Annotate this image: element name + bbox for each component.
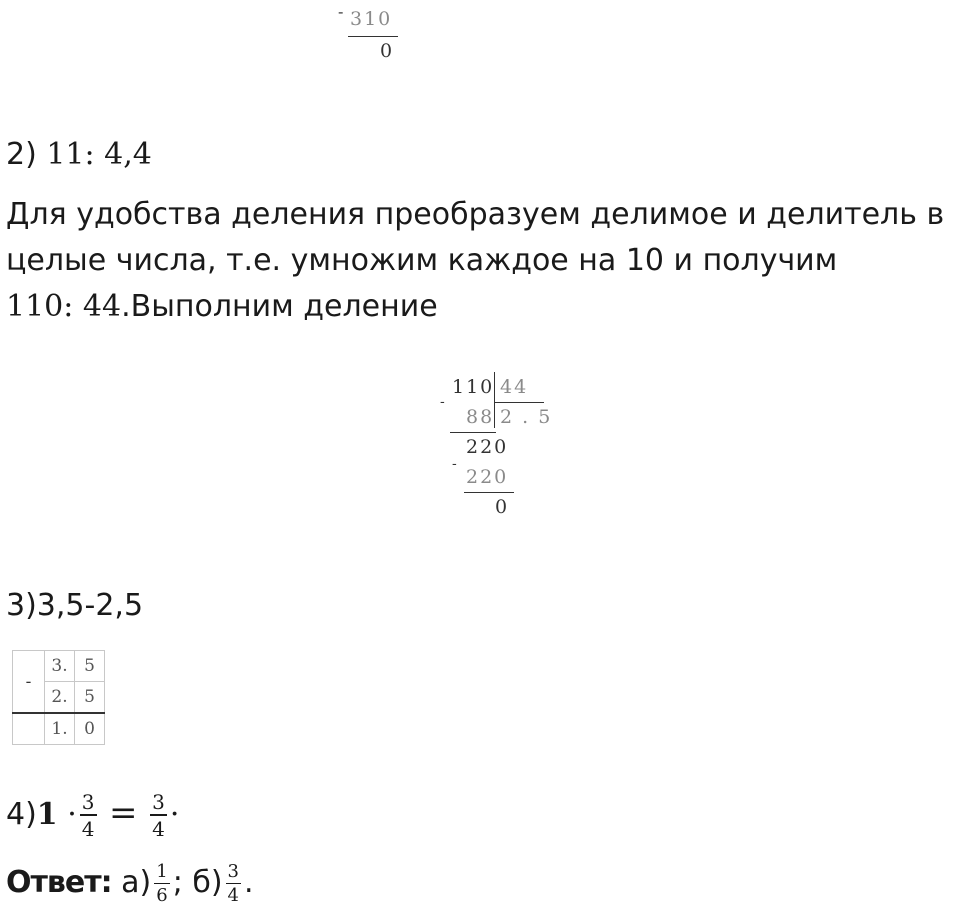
ld-step1-line [450, 432, 496, 433]
item4-dot: · [67, 797, 77, 832]
item2-text-line3-wrap [6, 284, 438, 330]
top-division-line [348, 36, 398, 37]
table-cell: 0 [75, 713, 105, 745]
answer-a-label: а) [111, 865, 152, 900]
item2-text-line1: Для удобства деления преобразуем делимое и делитель в [6, 197, 945, 232]
item4-line [6, 790, 179, 839]
item4-tail: · [169, 797, 180, 832]
item4-whole: 1 [36, 797, 58, 832]
top-subtrahend: 310 [350, 8, 393, 30]
fraction-denominator: 4 [152, 817, 165, 841]
item2-text-line2: целые числа, т.е. умножим каждое на 10 и получим [6, 243, 838, 278]
item2-text-line3: .Выполним деление [121, 289, 438, 324]
fraction-numerator: 3 [81, 790, 95, 814]
ld-step1-subtrahend: 88 [466, 406, 495, 428]
table-cell: 1. [45, 713, 75, 745]
fraction-numerator: 1 [156, 860, 168, 882]
answer-label: Ответ: [6, 865, 112, 900]
item3-label: 3)3,5-2,5 [6, 588, 144, 623]
subtraction-sign: - [13, 651, 45, 714]
subtraction-table [12, 650, 105, 745]
answer-end: . [244, 865, 254, 900]
item4-fraction-rhs [150, 792, 167, 839]
table-row [13, 651, 105, 682]
fraction-denominator: 4 [227, 884, 239, 906]
item2-expression: 11: 4,4 [46, 137, 152, 172]
ld-dividend: 110 [452, 376, 495, 398]
answer-a-fraction [154, 860, 169, 906]
fraction-denominator: 6 [156, 884, 168, 906]
top-minus-sign: - [338, 2, 346, 21]
answer-b-fraction [226, 860, 241, 906]
ld-step1-sign: - [440, 394, 447, 410]
answer-separator: ; б) [172, 865, 223, 900]
ld-divisor: 44 [500, 376, 529, 398]
ld-quotient: 2 . 5 [500, 406, 553, 428]
fraction-numerator: 3 [227, 860, 239, 882]
table-cell: 5 [75, 651, 105, 682]
item4-label: 4) [6, 797, 37, 832]
table-cell: 2. [45, 682, 75, 714]
ld-step2-line [464, 492, 514, 493]
ld-step1-remainder: 220 [466, 436, 509, 458]
ld-step2-subtrahend: 220 [466, 466, 509, 488]
ld-quotient-line [494, 402, 544, 403]
ld-step2-sign: - [452, 456, 459, 472]
table-cell: 5 [75, 682, 105, 714]
fraction-numerator: 3 [152, 790, 165, 814]
answer-line [6, 860, 254, 906]
table-row [13, 713, 105, 745]
table-cell [13, 713, 45, 745]
item4-equals: = [109, 793, 138, 833]
table-cell: 3. [45, 651, 75, 682]
item2-expression2: 110: 44 [6, 289, 122, 324]
fraction-denominator: 4 [81, 817, 95, 841]
item4-fraction-lhs [80, 792, 97, 839]
item2-label: 2) [6, 137, 47, 172]
top-result: 0 [380, 40, 395, 62]
item2-heading [6, 132, 152, 178]
ld-step2-remainder: 0 [495, 496, 510, 518]
